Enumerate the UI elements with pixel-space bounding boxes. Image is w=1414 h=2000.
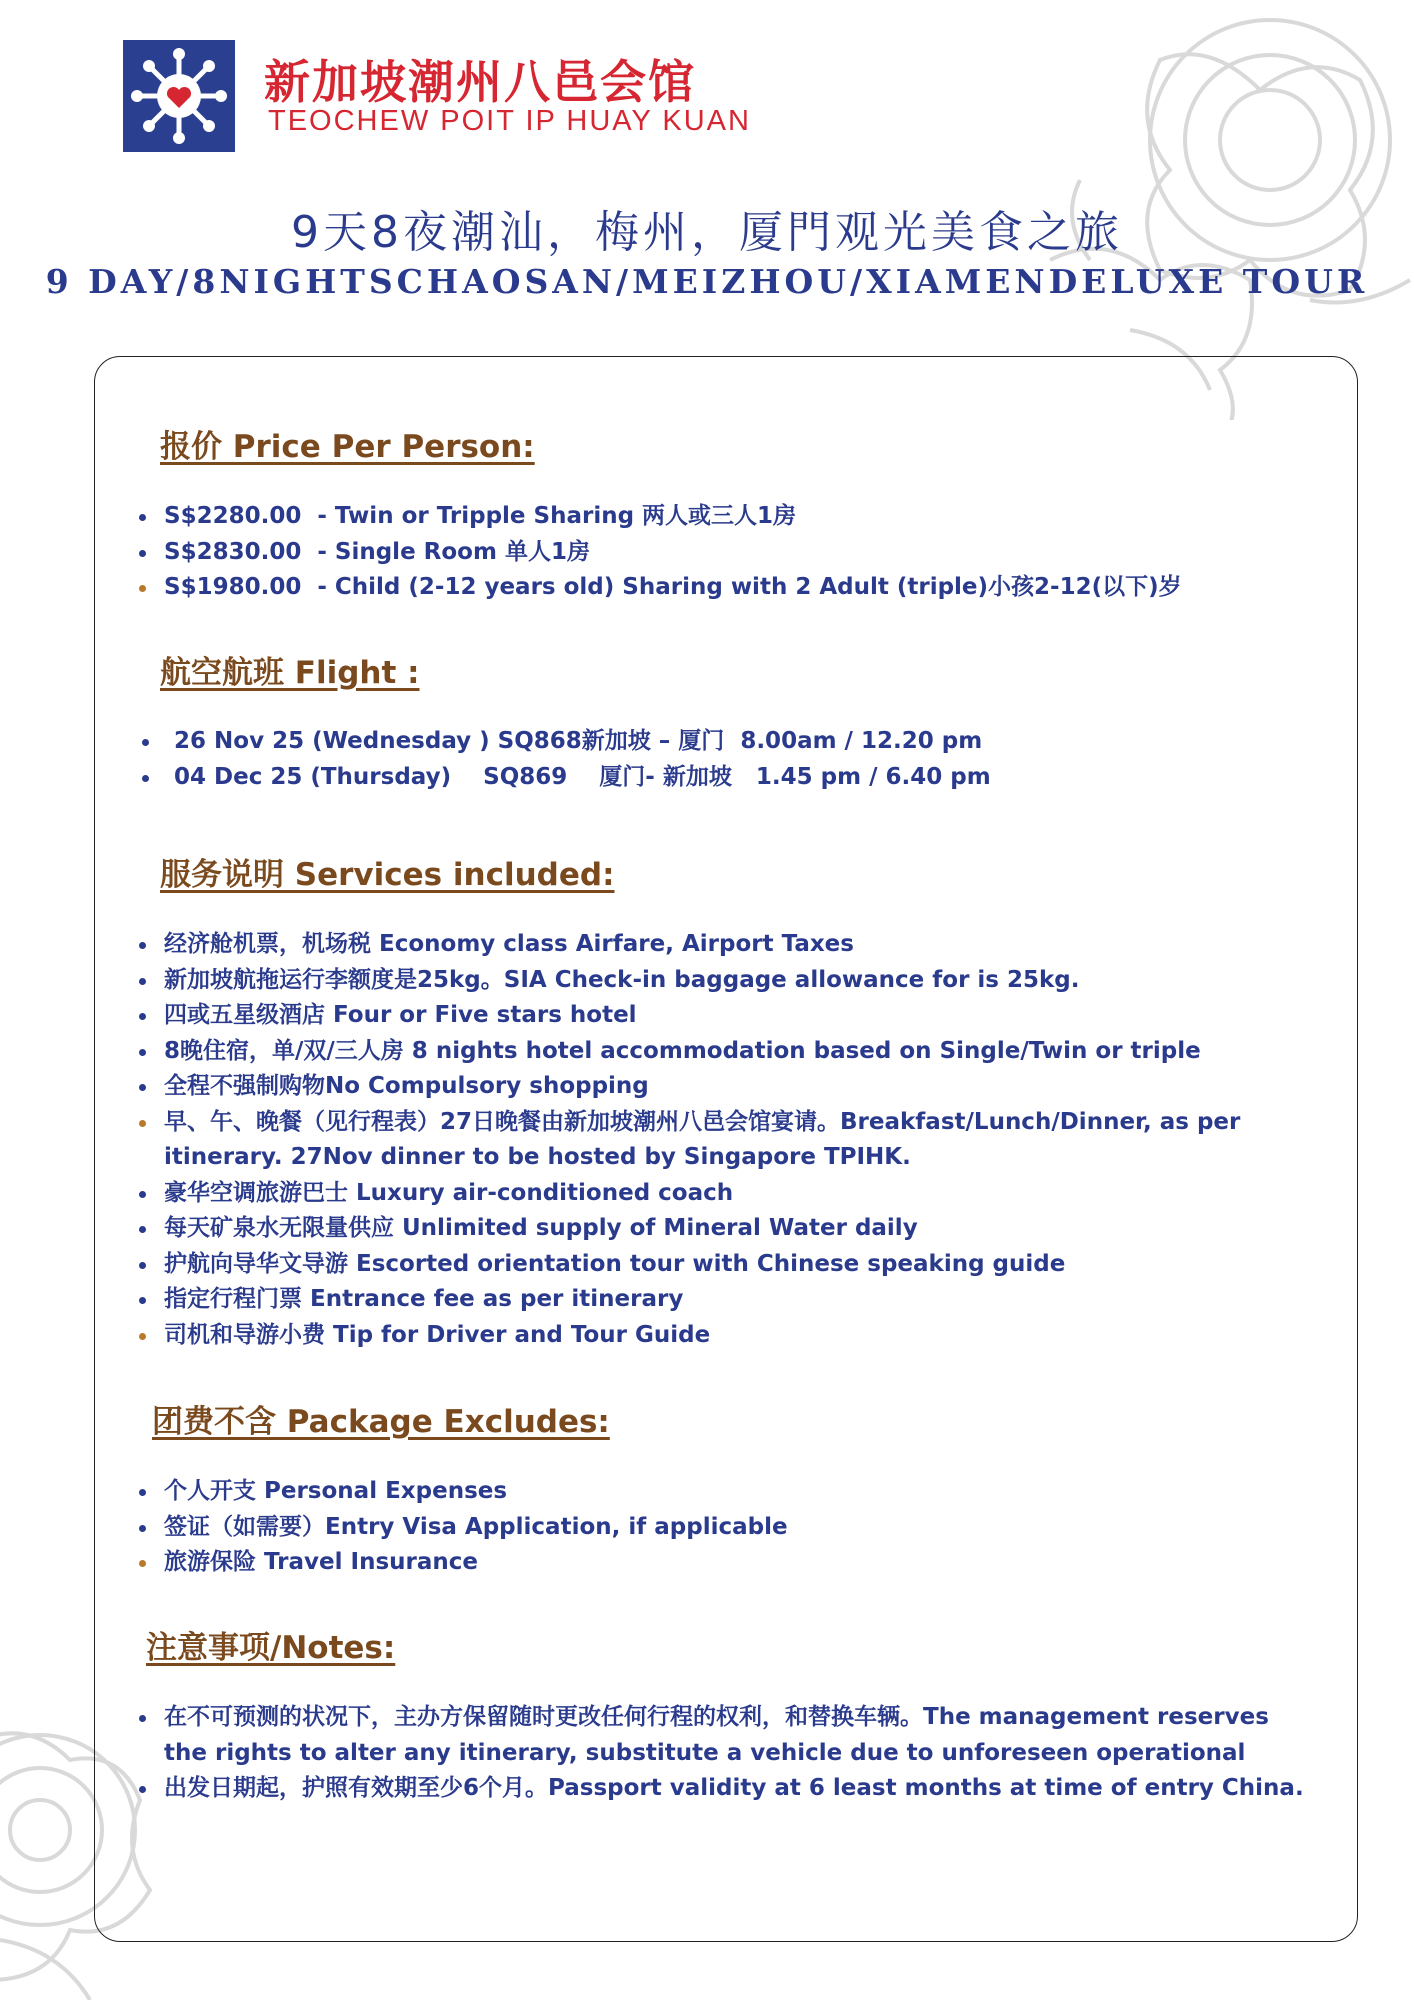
list-item: 四或五星级酒店 Four or Five stars hotel: [138, 998, 1318, 1034]
list-item: 旅游保险 Travel Insurance: [138, 1545, 1318, 1581]
list-item: 出发日期起，护照有效期至少6个月。Passport validity at 6 least months at time of entry China.: [138, 1771, 1318, 1807]
list-item: 早、午、晚餐（见行程表）27日晚餐由新加坡潮州八邑会馆宴请。Breakfast/Lunch/Dinner, as per itinerary. 27Nov dinner to be hosted by Singapore TPIHK.: [138, 1105, 1318, 1176]
services-list: [138, 927, 1318, 1353]
tour-title-chinese: 9天8夜潮汕，梅州，厦門观光美食之旅: [291, 207, 1123, 258]
services-heading: 服务说明 Services included:: [160, 857, 615, 893]
list-item: 签证（如需要）Entry Visa Application, if applicable: [138, 1510, 1318, 1546]
list-item: 每天矿泉水无限量供应 Unlimited supply of Mineral Water daily: [138, 1211, 1318, 1247]
organization-name-chinese: 新加坡潮州八邑会馆: [264, 55, 696, 109]
list-item: 经济舱机票，机场税 Economy class Airfare, Airport Taxes: [138, 927, 1318, 963]
flight-heading: 航空航班 Flight :: [160, 655, 420, 691]
excludes-heading: 团费不含 Package Excludes:: [152, 1404, 610, 1440]
list-item: 26 Nov 25 (Wednesday ) SQ868新加坡 – 厦门 8.00am / 12.20 pm: [141, 724, 1321, 760]
tour-title-english: 9 DAY/8NIGHTSCHAOSAN/MEIZHOU/XIAMENDELUXE TOUR: [45, 262, 1369, 301]
list-item: 豪华空调旅游巴士 Luxury air-conditioned coach: [138, 1176, 1318, 1212]
notes-list: [138, 1700, 1318, 1807]
list-item: 8晚住宿，单/双/三人房 8 nights hotel accommodation based on Single/Twin or triple: [138, 1034, 1318, 1070]
list-item: 全程不强制购物No Compulsory shopping: [138, 1069, 1318, 1105]
excludes-list: [138, 1474, 1318, 1581]
list-item: S$2830.00 - Single Room 单人1房: [138, 535, 1318, 571]
list-item: S$1980.00 - Child (2-12 years old) Sharing with 2 Adult (triple)小孩2-12(以下)岁: [138, 570, 1318, 606]
list-item: 指定行程门票 Entrance fee as per itinerary: [138, 1282, 1318, 1318]
list-item: 新加坡航拖运行李额度是25kg。SIA Check-in baggage allowance for is 25kg.: [138, 963, 1318, 999]
list-item: 在不可预测的状况下，主办方保留随时更改任何行程的权利，和替换车辆。The management reserves the rights to alter any itinerary, substitute a vehicle due to unforeseen operational: [138, 1700, 1318, 1771]
list-item: S$2280.00 - Twin or Tripple Sharing 两人或三人1房: [138, 499, 1318, 535]
price-list: [138, 499, 1318, 606]
list-item: 个人开支 Personal Expenses: [138, 1474, 1318, 1510]
notes-heading: 注意事项/Notes:: [146, 1630, 396, 1666]
list-item: 护航向导华文导游 Escorted orientation tour with Chinese speaking guide: [138, 1247, 1318, 1283]
list-item: 司机和导游小费 Tip for Driver and Tour Guide: [138, 1318, 1318, 1354]
organization-name-english: TEOCHEW POIT IP HUAY KUAN: [268, 105, 751, 137]
price-heading: 报价 Price Per Person:: [160, 429, 535, 465]
list-item: 04 Dec 25 (Thursday) SQ869 厦门- 新加坡 1.45 pm / 6.40 pm: [141, 760, 1321, 796]
organization-logo: [123, 40, 235, 152]
logo-emblem-icon: [123, 40, 235, 152]
flight-list: [141, 724, 1321, 795]
